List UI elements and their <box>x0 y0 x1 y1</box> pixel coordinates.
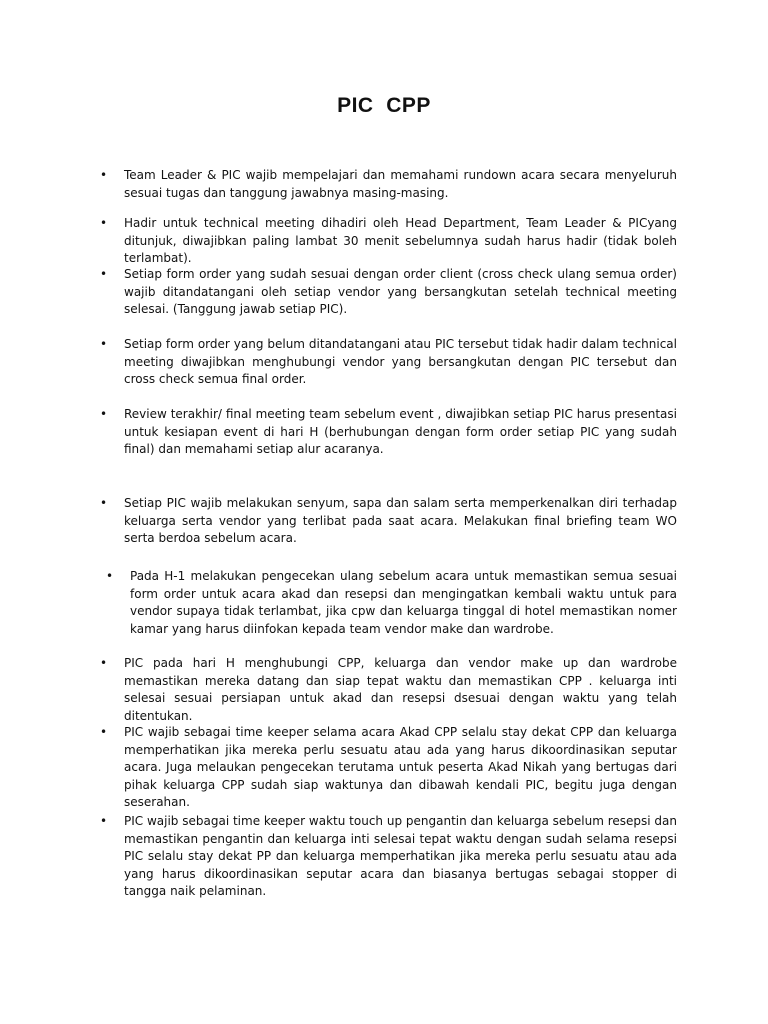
bullet-icon: • <box>100 168 108 182</box>
list-item-text: Setiap form order yang belum ditandatangani atau PIC tersebut tidak hadir dalam technical meeting diwajibkan menghubungi vendor yang bersangkutan dengan PIC tersebut dan cross check semua final order. <box>124 337 677 386</box>
list-item-text: Setiap form order yang sudah sesuai dengan order client (cross check ulang semua order) wajib ditandatangani oleh setiap vendor yang bersangkutan setelah technical meeting selesai. (Tanggung jawab setiap PIC). <box>124 267 677 316</box>
bullet-icon: • <box>100 725 108 739</box>
list-item-text: PIC wajib sebagai time keeper selama acara Akad CPP selalu stay dekat CPP dan keluarga memperhatikan jika mereka perlu sesuatu atau ada yang harus dikoordinasikan seputar acara. Juga melaukan pengecekan terutama untuk peserta Akad Nikah yang bertugas dari pihak keluarga CPP sudah siap waktunya dan dibawah kendali PIC, begitu juga dengan seserahan. <box>124 725 677 809</box>
list-item-text: Team Leader & PIC wajib mempelajari dan memahami rundown acara secara menyeluruh sesuai tugas dan tanggung jawabnya masing-masing. <box>124 168 677 200</box>
bullet-icon: • <box>100 814 108 828</box>
list-item-text: Setiap PIC wajib melakukan senyum, sapa dan salam serta memperkenalkan diri terhadap keluarga serta vendor yang terlibat pada saat acara. Melakukan final briefing team WO serta berdoa sebelum acara. <box>124 496 677 545</box>
bullet-icon: • <box>106 569 114 583</box>
list-item-text: Hadir untuk technical meeting dihadiri oleh Head Department, Team Leader & PICyang ditunjuk, diwajibkan paling lambat 30 menit sebelumnya sudah harus hadir (tidak boleh terlambat). <box>124 216 677 265</box>
list-item-text: PIC pada hari H menghubungi CPP, keluarga dan vendor make up dan wardrobe memastikan mereka datang dan siap tepat waktu dan memastikan CPP . keluarga inti selesai sesuai persiapan untuk akad dan resepsi dsesuai dengan waktu yang telah ditentukan. <box>124 656 677 723</box>
list-item-text: Pada H-1 melakukan pengecekan ulang sebelum acara untuk memastikan semua sesuai form order untuk acara akad dan resepsi dan mengingatkan kembali waktu untuk para vendor supaya tidak terlambat, jika cpw dan keluarga tinggal di hotel memastikan nomer kamar yang harus diinfokan kepada team vendor make dan wardrobe. <box>130 569 677 636</box>
bullet-icon: • <box>100 216 108 230</box>
bullet-icon: • <box>100 656 108 670</box>
bullet-icon: • <box>100 337 108 351</box>
bullet-icon: • <box>100 267 108 281</box>
bullet-icon: • <box>100 496 108 510</box>
list-item-text: Review terakhir/ final meeting team sebelum event , diwajibkan setiap PIC harus presentasi untuk kesiapan event di hari H (berhubungan dengan form order setiap PIC yang sudah final) dan memahami setiap alur acaranya. <box>124 407 677 456</box>
document-title: PIC CPP <box>337 94 431 117</box>
list-item-text: PIC wajib sebagai time keeper waktu touch up pengantin dan keluarga sebelum resepsi dan memastikan pengantin dan keluarga inti selesai tepat waktu dengan sudah selama resepsi PIC selalu stay dekat PP dan keluarga memperhatikan jika mereka perlu sesuatu atau ada yang harus dikoordinasikan seputar acara dan biasanya bertugas sebagai stopper di tangga naik pelaminan. <box>124 814 677 898</box>
bullet-icon: • <box>100 407 108 421</box>
